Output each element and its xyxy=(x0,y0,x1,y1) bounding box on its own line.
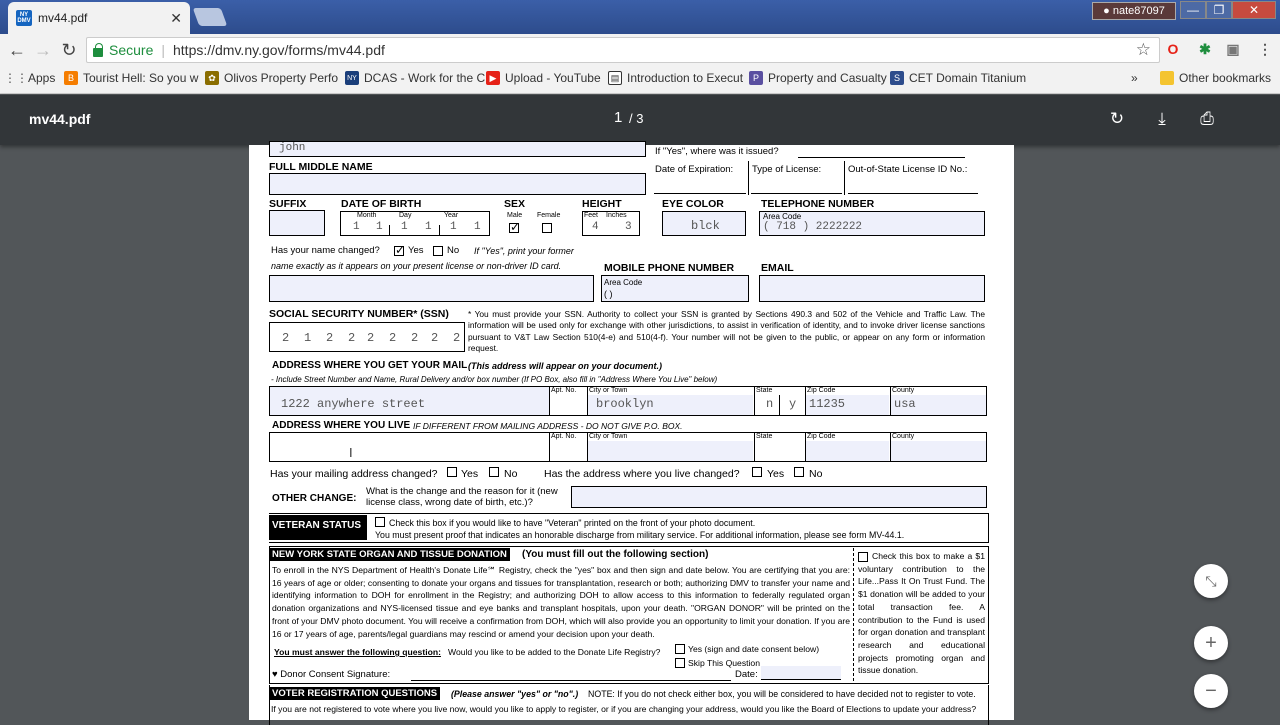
bookmark-olivos[interactable]: ✿ Olivos Property Perfo xyxy=(205,71,335,85)
type-line xyxy=(751,193,842,194)
dob-digit: 1 xyxy=(401,221,408,233)
no-label: No xyxy=(809,468,823,480)
divider xyxy=(269,683,989,684)
other-change-q1: What is the change and the reason for it (new xyxy=(366,486,558,497)
city-label: City or Town xyxy=(589,387,628,394)
tab-mv44[interactable] xyxy=(8,2,190,34)
ssn-digit: 2 xyxy=(348,331,356,345)
lock-icon xyxy=(93,48,103,57)
city-value: brooklyn xyxy=(596,397,654,411)
other-change-q2: license class, wrong date of birth, etc.)? xyxy=(366,497,533,508)
type-license-label: Type of License: xyxy=(752,164,822,175)
ssn-digit: 2 xyxy=(411,331,419,345)
pdf-page xyxy=(249,142,1014,720)
url-separator: | xyxy=(161,42,165,58)
veteran-text2: You must present proof that indicates an honorable discharge from military service. For additional information, please see form MV-44.1. xyxy=(375,530,905,540)
live-county-field[interactable] xyxy=(891,441,986,461)
ssn-digit: 2 xyxy=(389,331,397,345)
zip-label: Zip Code xyxy=(807,433,836,440)
new-tab-button[interactable] xyxy=(193,8,228,26)
voter-note2: NOTE: If you do not check either box, you will be considered to have decided not to register to vote. xyxy=(588,689,976,699)
donate-yes-checkbox[interactable] xyxy=(675,644,685,654)
eye-color-label: EYE COLOR xyxy=(662,198,724,210)
blogger-icon: B xyxy=(64,71,78,85)
divider xyxy=(269,546,989,547)
doc-icon: ▤ xyxy=(608,71,622,85)
divider xyxy=(779,395,780,416)
close-window-button[interactable]: ✕ xyxy=(1232,1,1276,19)
email-label: EMAIL xyxy=(761,262,794,274)
ssn-digit: 2 xyxy=(326,331,334,345)
zoom-out-icon[interactable]: − xyxy=(1194,674,1228,708)
tab-title: mv44.pdf xyxy=(38,11,88,25)
other-change-field[interactable] xyxy=(571,486,987,508)
minimize-button[interactable]: — xyxy=(1180,1,1206,19)
county-value: usa xyxy=(894,397,916,411)
date-expiration-label: Date of Expiration: xyxy=(655,164,734,175)
oos-license-label: Out-of-State License ID No.: xyxy=(848,164,968,175)
divider xyxy=(754,386,755,416)
issued-question: If "Yes", where was it issued? xyxy=(655,146,779,157)
secure-label: Secure xyxy=(109,42,154,58)
divider xyxy=(549,386,550,416)
dob-label: DATE OF BIRTH xyxy=(341,198,422,210)
divider xyxy=(988,685,989,725)
forward-arrow-icon[interactable]: → xyxy=(34,39,52,60)
bookmark-intro-exec[interactable]: ▤ Introduction to Execut xyxy=(608,71,738,85)
name-exactly-note: name exactly as it appears on your present license or non-driver ID card. xyxy=(271,261,562,271)
back-arrow-icon[interactable]: ← xyxy=(8,39,26,60)
apt-label: Apt. No. xyxy=(551,433,577,440)
bookmark-tourist-hell[interactable]: B Tourist Hell: So you w xyxy=(64,71,194,85)
divider xyxy=(549,432,550,462)
bookmark-cet-domain[interactable]: S CET Domain Titanium xyxy=(890,71,1020,85)
mail-address-note: (This address will appear on your document.) xyxy=(468,361,663,371)
more-bookmarks-chevron-icon[interactable]: » xyxy=(1131,71,1138,85)
telephone-label: TELEPHONE NUMBER xyxy=(761,198,875,210)
mail-address-sub: - Include Street Number and Name, Rural Delivery and/or box number (If PO Box, also fill in "Address Where You Live" below) xyxy=(271,375,718,384)
text-cursor-icon: I xyxy=(349,445,353,460)
bookmark-property-casualty[interactable]: P Property and Casualty xyxy=(749,71,879,85)
ssn-note: * You must provide your SSN. Authority to collect your SSN is granted by Sections 490.3 and 502 of the Vehicle and Traffic Law. The information will be used only for exchange with other jurisdictions, to assist in verification of identity, and to invoke driver license sanctions pursuant to V&T Law Section 510(4-e) and 510(4-f). Your number will not be given to the public, or appear on any form or information request. xyxy=(468,309,985,353)
ssn-digit: 2 xyxy=(367,331,375,345)
zoom-in-icon[interactable]: + xyxy=(1194,626,1228,660)
donate-question: Would you like to be added to the Donate Life Registry? xyxy=(448,647,661,657)
fit-to-page-icon[interactable]: ⤡ xyxy=(1194,564,1228,598)
zip-label: Zip Code xyxy=(807,387,836,394)
inches-label: Inches xyxy=(606,212,627,219)
city-label: City or Town xyxy=(589,433,628,440)
day-label: Day xyxy=(399,212,412,219)
ssn-label: SOCIAL SECURITY NUMBER* (SSN) xyxy=(269,308,449,320)
divider xyxy=(269,513,989,514)
divider xyxy=(844,161,845,195)
female-label: Female xyxy=(537,212,561,219)
email-field[interactable] xyxy=(759,275,985,302)
male-checkbox[interactable] xyxy=(509,223,519,233)
yes-label: Yes xyxy=(767,468,785,480)
live-zip-field[interactable] xyxy=(806,441,889,461)
male-label: Male xyxy=(507,212,523,219)
print-former-note: If "Yes", print your former xyxy=(474,246,574,256)
veteran-checkbox[interactable] xyxy=(375,517,385,527)
organ-paragraph: To enroll in the NYS Department of Health's Donate Life℠ Registry, check the "yes" box and then sign and date below. You are certifying that you are: 16 years of age or older; consenting to donate your organs and tissues for transplantation, research or both; authorizing DMV to transfer your name and identifying information to DOH for enrollment in the Registry; and authorizing DOH to allow access to this information to federally regulated organ donation organizations and NYS-licensed tissue and eye banks and transplant hospitals, upon your death. "ORGAN DONOR" will be printed on the front of your DMV photo document. You will receive a confirmation from DOH, which will also provide you an opportunity to limit your donation. If you are 16 or 17 years of age, parents/legal guardians may rescind or amend your decision upon your death. xyxy=(272,565,850,639)
extension-gray-icon[interactable]: ▣ xyxy=(1226,40,1240,57)
extension-green-icon[interactable]: ✱ xyxy=(1199,40,1211,57)
suffix-field[interactable] xyxy=(269,210,325,236)
organ-must-note: (You must fill out the following section) xyxy=(522,549,709,560)
page-total: / 3 xyxy=(629,111,644,126)
eye-color-value: blck xyxy=(691,219,720,233)
divider xyxy=(988,513,989,542)
divider xyxy=(269,546,270,683)
voter-header: VOTER REGISTRATION QUESTIONS xyxy=(269,687,440,700)
divider xyxy=(269,685,270,725)
page-number-input[interactable]: 1 xyxy=(614,109,623,126)
reload-icon[interactable]: ↻ xyxy=(61,39,77,60)
live-changed-yes-checkbox[interactable] xyxy=(752,467,762,477)
street-value: 1222 anywhere street xyxy=(281,397,426,411)
opera-extension-icon[interactable]: O xyxy=(1167,41,1179,57)
tab-strip xyxy=(0,0,1280,34)
live-changed-label: Has the address where you live changed? xyxy=(544,468,740,480)
address-bar[interactable] xyxy=(86,37,1160,63)
other-change-label: OTHER CHANGE: xyxy=(272,493,357,504)
restore-button[interactable]: ❐ xyxy=(1206,1,1232,19)
sex-label: SEX xyxy=(504,198,526,210)
middle-name-field[interactable] xyxy=(269,173,646,195)
yes-label: Yes xyxy=(461,468,479,480)
dob-sep xyxy=(389,225,390,236)
pc-icon: P xyxy=(749,71,763,85)
ssn-digit: 2 xyxy=(431,331,439,345)
menu-dots-icon[interactable]: ⋮ xyxy=(1258,40,1272,57)
state-value: y xyxy=(789,397,797,411)
nyc-icon: NY xyxy=(345,71,359,85)
inches-value: 3 xyxy=(625,221,632,233)
organ-header: NEW YORK STATE ORGAN AND TISSUE DONATION xyxy=(269,548,510,561)
no-label: No xyxy=(504,468,518,480)
dashed-divider xyxy=(853,548,854,681)
bookmark-star-icon[interactable]: ☆ xyxy=(1135,40,1151,59)
first-name-field[interactable] xyxy=(269,141,646,157)
bookmark-youtube[interactable]: ▶ Upload - YouTube xyxy=(486,71,601,85)
donor-date-field[interactable] xyxy=(761,666,841,680)
ssn-digit: 2 xyxy=(453,331,461,345)
url-text: https://dmv.ny.gov/forms/mv44.pdf xyxy=(173,42,385,58)
area-code-label: Area Code xyxy=(763,212,802,221)
donor-signature-label: ♥ Donor Consent Signature: xyxy=(272,669,391,680)
pdf-toolbar xyxy=(0,95,1280,145)
ssn-digit: 1 xyxy=(304,331,312,345)
signature-line xyxy=(411,680,731,681)
oos-line xyxy=(848,193,978,194)
mobile-label: MOBILE PHONE NUMBER xyxy=(604,262,735,274)
donate-skip-label: Skip This Question xyxy=(688,658,760,668)
veteran-header: VETERAN STATUS xyxy=(269,515,367,540)
voter-question: If you are not registered to vote where you live now, would you like to apply to register, or if you are changing your address, would you like the Board of Elections to update your address? xyxy=(271,704,977,714)
year-label: Year xyxy=(444,212,459,219)
feet-label: Feet xyxy=(584,212,599,219)
folder-icon xyxy=(1160,71,1174,85)
print-icon[interactable]: ⎙ xyxy=(1200,109,1214,128)
live-city-field[interactable] xyxy=(588,441,753,461)
life-pass-text: Check this box to make a $1 voluntary contribution to the Life...Pass It On Trust Fund. The $1 donation will be added to your total transaction fee. A contribution to the Fund is used for organ donation and transplant research and educational projects promoting organ and tissue donation. xyxy=(858,551,985,676)
suffix-label: SUFFIX xyxy=(269,198,307,210)
live-address-note: IF DIFFERENT FROM MAILING ADDRESS - DO NOT GIVE P.O. BOX. xyxy=(413,421,683,431)
state-value: n xyxy=(766,397,774,411)
youtube-icon: ▶ xyxy=(486,71,500,85)
dob-sep xyxy=(439,225,440,236)
must-answer-label: You must answer the following question: xyxy=(274,647,441,657)
pdf-title: mv44.pdf xyxy=(29,111,91,127)
month-label: Month xyxy=(357,212,377,219)
mobile-parens: ( ) xyxy=(604,289,613,299)
divider xyxy=(988,546,989,683)
dob-digit: 1 xyxy=(425,221,432,233)
mail-address-label: ADDRESS WHERE YOU GET YOUR MAIL xyxy=(272,360,468,371)
mobile-area-label: Area Code xyxy=(604,278,643,287)
profile-name: nate87097 xyxy=(1112,5,1165,17)
zip-value: 11235 xyxy=(809,397,846,411)
donate-yes-label: Yes (sign and date consent below) xyxy=(688,644,820,654)
user-icon: ● xyxy=(1103,5,1110,17)
ssn-digit: 2 xyxy=(282,331,290,345)
apt-label: Apt. No. xyxy=(551,387,577,394)
name-changed-no-checkbox[interactable] xyxy=(433,246,443,256)
bookmarks-bar xyxy=(0,66,1280,94)
close-tab-icon[interactable]: ✕ xyxy=(170,9,182,26)
telephone-value: ( 718 ) 2222222 xyxy=(763,221,863,233)
donor-date-label: Date: xyxy=(735,669,758,680)
feet-value: 4 xyxy=(592,221,599,233)
mailing-changed-no-checkbox[interactable] xyxy=(489,467,499,477)
name-changed-yes-checkbox[interactable] xyxy=(394,246,404,256)
height-label: HEIGHT xyxy=(582,198,622,210)
full-middle-name-label: FULL MIDDLE NAME xyxy=(269,161,373,173)
veteran-text1: Check this box if you would like to have "Veteran" printed on the front of your photo document. xyxy=(389,518,756,528)
dob-digit: 1 xyxy=(474,221,481,233)
first-name-value: john xyxy=(279,142,306,154)
dob-digit: 1 xyxy=(353,221,360,233)
former-name-field[interactable] xyxy=(269,275,594,302)
s-icon: S xyxy=(890,71,904,85)
divider xyxy=(754,432,755,462)
dob-digit: 1 xyxy=(450,221,457,233)
exp-line xyxy=(654,193,746,194)
bookmark-other[interactable]: Other bookmarks xyxy=(1160,71,1271,85)
donate-skip-checkbox[interactable] xyxy=(675,658,685,668)
browser-toolbar xyxy=(0,34,1280,66)
download-icon[interactable]: ⤓ xyxy=(1158,109,1166,128)
no-label: No xyxy=(447,245,460,256)
state-label: State xyxy=(756,387,773,394)
nydmv-favicon-icon: NY DMV xyxy=(17,12,31,24)
live-changed-no-checkbox[interactable] xyxy=(794,467,804,477)
female-checkbox[interactable] xyxy=(542,223,552,233)
apps-grid-icon: ⋮⋮ xyxy=(4,71,28,85)
divider xyxy=(269,542,989,543)
profile-button[interactable] xyxy=(1092,2,1176,20)
state-label: State xyxy=(756,433,773,440)
county-label: County xyxy=(892,387,915,394)
live-address-label: ADDRESS WHERE YOU LIVE xyxy=(272,420,411,431)
rotate-icon[interactable]: ↻ xyxy=(1109,109,1125,128)
issued-line xyxy=(798,157,965,158)
mailing-changed-yes-checkbox[interactable] xyxy=(447,467,457,477)
ribbon-icon: ✿ xyxy=(205,71,219,85)
bookmark-dcas[interactable]: NY DCAS - Work for the C xyxy=(345,71,475,85)
divider xyxy=(748,161,749,195)
yes-label: Yes xyxy=(408,245,424,256)
mailing-changed-label: Has your mailing address changed? xyxy=(270,468,438,480)
county-label: County xyxy=(892,433,915,440)
name-changed-label: Has your name changed? xyxy=(271,245,380,256)
dob-digit: 1 xyxy=(376,221,383,233)
bookmark-apps[interactable]: ⋮⋮ Apps xyxy=(4,71,56,85)
voter-note: (Please answer "yes" or "no".) xyxy=(451,689,579,699)
